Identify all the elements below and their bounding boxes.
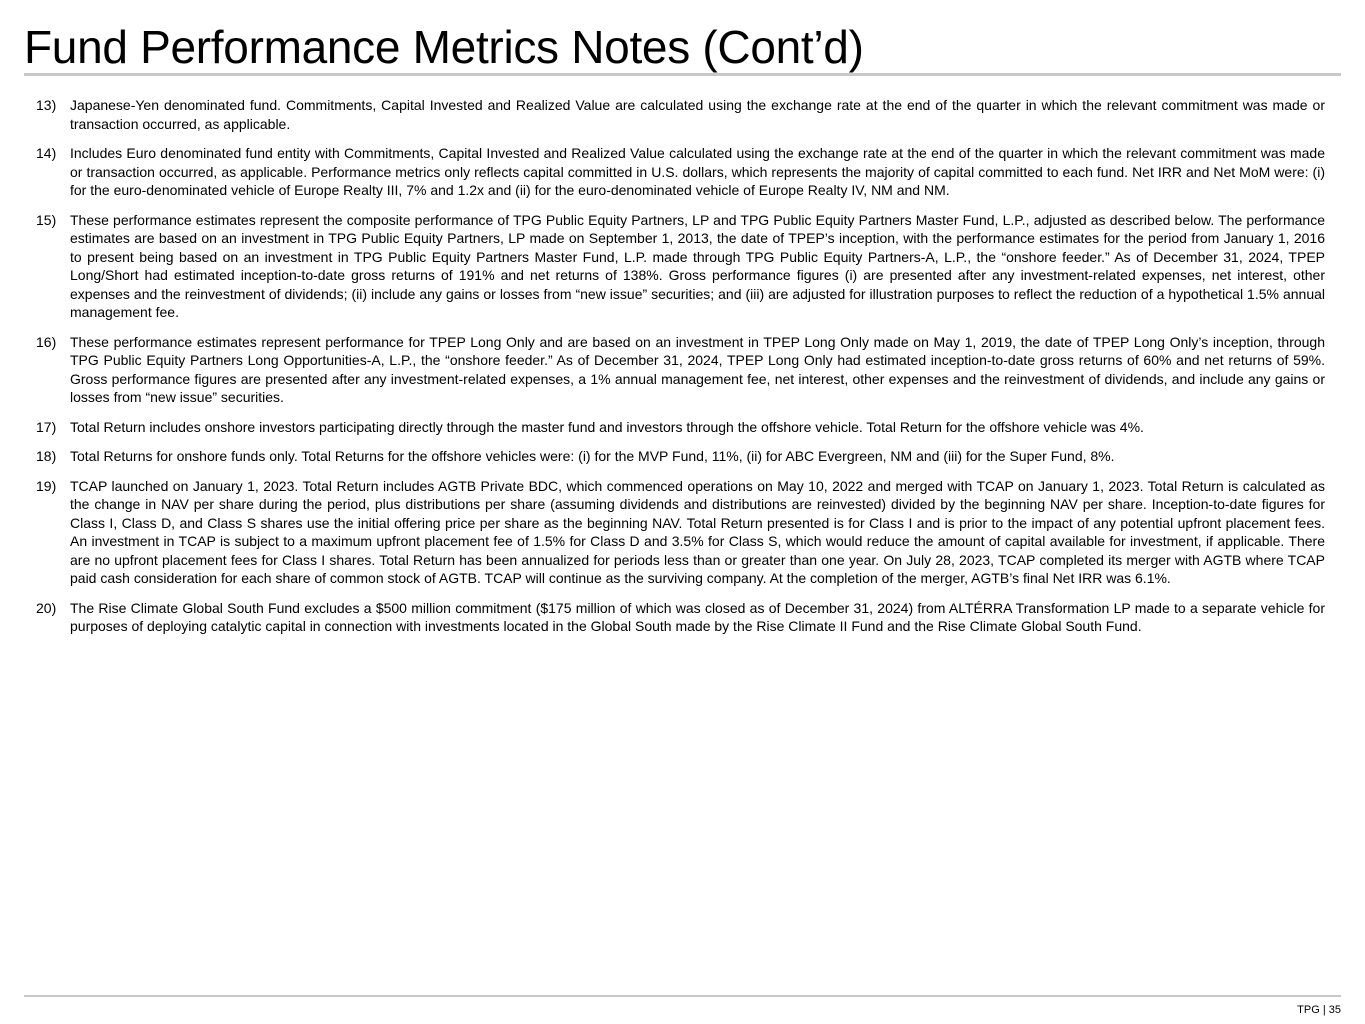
note-text: These performance estimates represent the composite performance of TPG Public Equity Partners, LP and TPG Public Equity Partners Master Fund, L.P., adjusted as described below. The performance estimates are based on an investment in TPG Public Equity Partners, LP made on September 1, 2013, the date of TPEP’s inception, with the performance estimates for the period from January 1, 2016 to present being based on an investment in TPG Public Equity Partners Master Fund, L.P. made through TPG Public Equity Partners-A, L.P., the “onshore feeder.” As of December 31, 2024, TPEP Long/Short had estimated inception-to-date gross returns of 191% and net returns of 138%. Gross performance figures (i) are presented after any investment-related expenses, net interest, other expenses and the reinvestment of dividends; (ii) include any gains or losses from “new issue” securities; and (iii) are adjusted for illustration purposes to reflect the reduction of a hypothetical 1.5% annual management fee. [70, 211, 1325, 320]
note-number: 20) [36, 599, 57, 616]
page-title: Fund Performance Metrics Notes (Cont’d) [24, 21, 864, 73]
note-number: 13) [36, 97, 57, 113]
note-text: These performance estimates represent performance for TPEP Long Only and are based on an investment in TPEP Long Only made on May 1, 2019, the date of TPEP Long Only’s inception, through TPG Public Equity Partners Long Opportunities-A, L.P., the “onshore feeder.” As of December 31, 2024, TPEP Long Only had estimated inception-to-date gross returns of 60% and net returns of 59%. Gross performance figures are presented after any investment-related expenses, a 1% annual management fee, net interest, other expenses and the reinvestment of dividends, and include any gains or losses from “new issue” securities. [70, 333, 1325, 405]
note-text: Japanese-Yen denominated fund. Commitments, Capital Invested and Realized Value are calculated using the exchange rate at the end of the quarter in which the relevant commitment was made or transaction occurred, as applicable. [70, 97, 1325, 132]
title-divider [24, 73, 1341, 76]
note-text: Total Return includes onshore investors participating directly through the master fund and investors through the offshore vehicle. Total Return for the offshore vehicle was 4%. [70, 418, 1144, 435]
note-text: The Rise Climate Global South Fund excludes a $500 million commitment ($175 million of which was closed as of December 31, 2024) from ALTÉRRA Transformation LP made to a separate vehicle for purposes of deploying catalytic capital in connection with investments located in the Global South made by the Rise Climate II Fund and the Rise Climate Global South Fund. [70, 599, 1325, 634]
note-18 [24, 447, 1325, 466]
note-number: 14) [36, 145, 57, 161]
footer-divider [24, 995, 1341, 997]
note-15 [24, 211, 1325, 322]
note-text: Total Returns for onshore funds only. Total Returns for the offshore vehicles were: (i) for the MVP Fund, 11%, (ii) for ABC Evergreen, NM and (iii) for the Super Fund, 8%. [70, 448, 1115, 464]
note-14 [24, 144, 1325, 200]
note-number: 15) [36, 211, 57, 228]
note-20 [24, 599, 1325, 636]
note-16 [24, 333, 1325, 407]
note-17 [24, 418, 1325, 437]
note-number: 18) [36, 448, 57, 464]
note-13 [24, 96, 1325, 133]
note-text: TCAP launched on January 1, 2023. Total Return includes AGTB Private BDC, which commenced operations on May 10, 2022 and merged with TCAP on January 1, 2023. Total Return is calculated as the change in NAV per share during the period, plus distributions per share (assuming dividends and distributions are reinvested) divided by the beginning NAV per share. Inception-to-date figures for Class I, Class D, and Class S shares use the initial offering price per share as the beginning NAV. Total Return presented is for Class I and is prior to the impact of any potential upfront placement fees. An investment in TCAP is subject to a maximum upfront placement fee of 1.5% for Class D and 3.5% for Class S, which would reduce the amount of capital available for investment, if applicable. There are no upfront placement fees for Class I shares. Total Return has been annualized for periods less than or greater than one year. On July 28, 2023, TCAP completed its merger with AGTB where TCAP paid cash consideration for each share of common stock of AGTB. TCAP will continue as the surviving company. At the completion of the merger, AGTB’s final Net IRR was 6.1%. [70, 477, 1325, 586]
page-footer: TPG | 35 [1297, 1004, 1341, 1016]
note-19 [24, 477, 1325, 588]
note-text: Includes Euro denominated fund entity with Commitments, Capital Invested and Realized Value calculated using the exchange rate at the end of the quarter in which the relevant commitment was made or transaction occurred, as applicable. Performance metrics only reflects capital committed in U.S. dollars, which represents the majority of capital committed to each fund. Net IRR and Net MoM were: (i) for the euro-denominated vehicle of Europe Realty III, 7% and 1.2x and (ii) for the euro-denominated vehicle of Europe Realty IV, NM and NM. [70, 145, 1325, 198]
note-number: 16) [36, 333, 57, 350]
note-number: 17) [36, 418, 57, 435]
note-number: 19) [36, 477, 57, 494]
notes-list [24, 96, 1325, 647]
